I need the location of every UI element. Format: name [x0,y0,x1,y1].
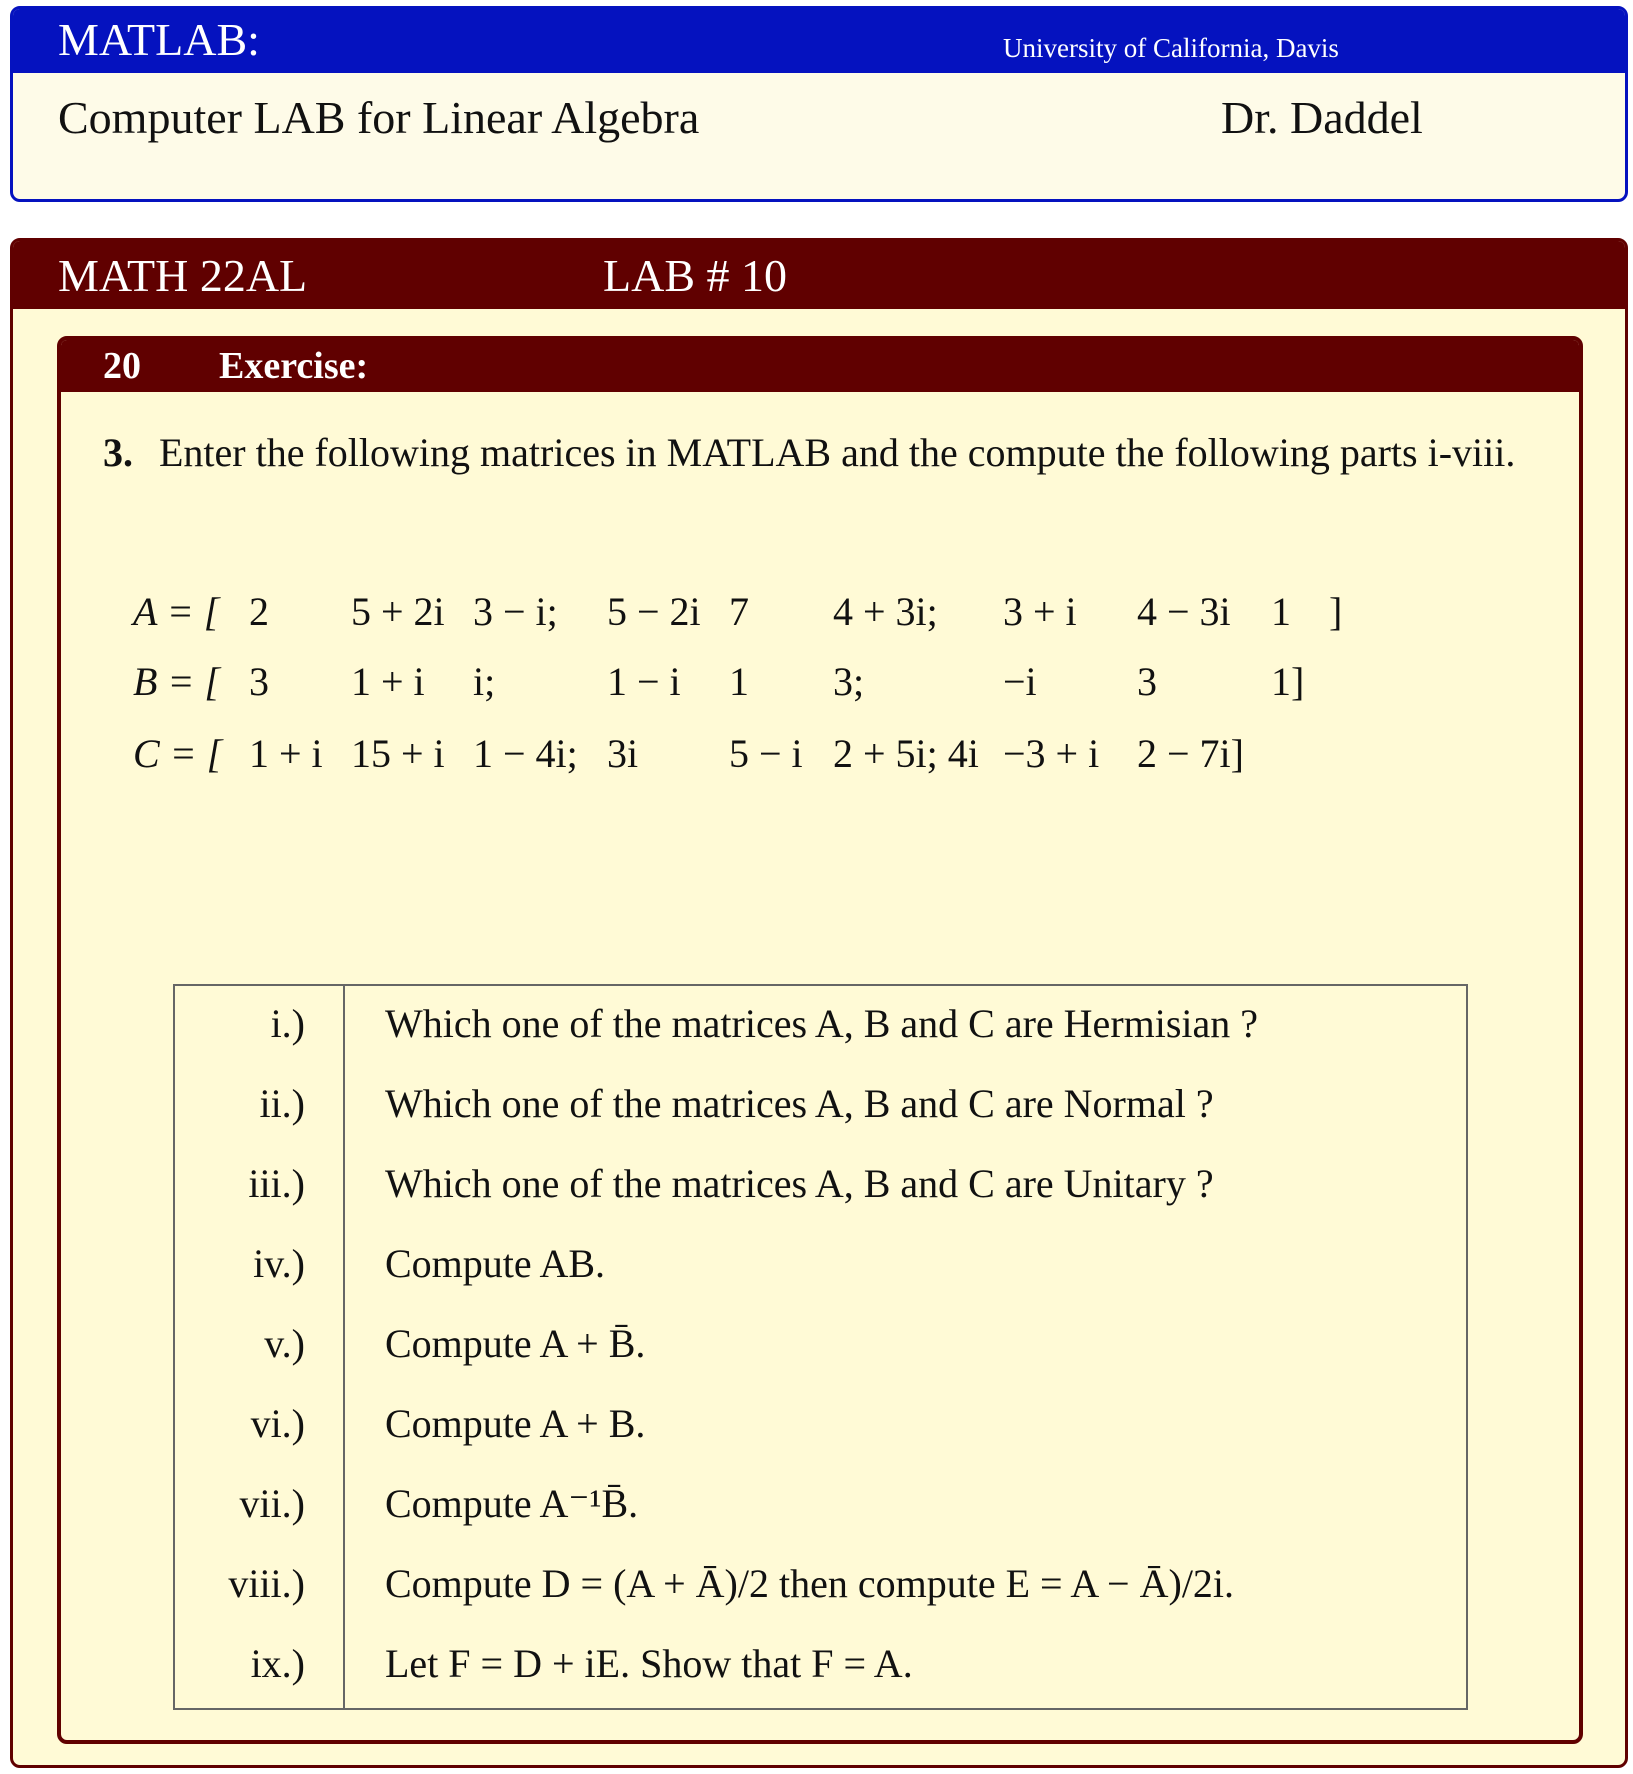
matrix-name: C = [ [133,731,223,776]
task-label: v.) [264,1321,305,1366]
table-row [175,1630,1466,1710]
course-header-bar [13,9,1625,73]
task-text: Which one of the matrices A, B and C are Normal ? [385,1081,1214,1126]
problem-text: Enter the following matrices in MATLAB and the compute the following parts i-viii. [159,430,1516,475]
course-header-box [10,6,1628,202]
task-text: Compute A⁻¹B̄. [385,1481,639,1526]
matrix-entry: 3 − i; [473,589,558,634]
task-text: Compute A + B̄. [385,1321,646,1366]
matrix-entry: 5 − i [729,731,803,776]
lab-header-bar [13,241,1625,309]
task-text: Compute A + B. [385,1401,646,1446]
matrix-entry: −3 + i [1003,731,1100,776]
table-row [175,1470,1466,1550]
table-row [175,990,1466,1070]
matrix-entry: i; [473,659,496,704]
matrix-entry: 15 + i [351,731,445,776]
exercise-header-bar [61,340,1579,392]
header-subtitle: Computer LAB for Linear Algebra [58,92,700,143]
exercise-label: Exercise: [219,345,369,387]
matrix-entry: 7 [729,589,749,634]
table-row [175,1550,1466,1630]
table-row [175,1150,1466,1230]
matrix-entry: 3; [833,659,865,704]
task-text: Which one of the matrices A, B and C are Unitary ? [385,1161,1214,1206]
matrix-entry: 4 − 3i [1137,589,1231,634]
matrix-entry: 3 [1137,659,1157,704]
task-label: i.) [270,1001,305,1046]
matrix-entry: 5 + 2i [351,589,445,634]
matrix-entry: 1 − 4i; [473,731,578,776]
table-row [175,1390,1466,1470]
lab-course: MATH 22AL [58,250,308,301]
header-title: MATLAB: [58,14,260,65]
table-row [175,1310,1466,1390]
exercise-number: 20 [103,345,141,387]
task-label: ix.) [250,1641,305,1686]
matrix-entry: 1 [729,659,749,704]
task-label: viii.) [228,1561,305,1606]
matrix-entry: −i [1003,659,1037,704]
exercise-prompt [103,412,1543,494]
task-text: Let F = D + iE. Show that F = A. [385,1641,913,1686]
task-label: iii.) [248,1161,305,1206]
matrix-entry: 1 + i [351,659,425,704]
matrix-entry: 1 [1271,589,1291,634]
matrix-name: A = [ [133,589,220,634]
matrix-name: B = [ [133,659,220,704]
task-label: vii.) [239,1481,305,1526]
lab-box [10,238,1628,1768]
matrix-entry: 1] [1271,659,1305,704]
task-label: ii.) [259,1081,305,1126]
matrix-entry: 2 + 5i; 4i [833,731,979,776]
matrix-entry: 3 [249,659,269,704]
matrix-entry: 5 − 2i [607,589,701,634]
task-text: Compute AB. [385,1241,606,1286]
table-row [175,1230,1466,1310]
lab-number: LAB # 10 [603,250,787,301]
table-row [175,1070,1466,1150]
problem-number: 3. [103,430,133,475]
matrix-entry: 2 − 7i] [1137,731,1244,776]
task-table [173,984,1468,1710]
matrix-entry: 2 [249,589,269,634]
task-label: iv.) [253,1241,305,1286]
matrix-entry: 3 + i [1003,589,1077,634]
task-text: Compute D = (A + Ā)/2 then compute E = A − Ā)/2i. [385,1561,1235,1606]
matrix-entry: 4 + 3i; [833,589,938,634]
task-text: Which one of the matrices A, B and C are Hermisian ? [385,1001,1259,1046]
matrix-entry: ] [1329,589,1343,634]
header-instructor: Dr. Daddel [1221,92,1423,143]
header-institution: University of California, Davis [1003,33,1339,63]
exercise-box [57,336,1583,1744]
matrix-entry: 1 − i [607,659,681,704]
matrix-entry: 3i [607,731,639,776]
task-label: vi.) [250,1401,305,1446]
matrix-entry: 1 + i [249,731,323,776]
